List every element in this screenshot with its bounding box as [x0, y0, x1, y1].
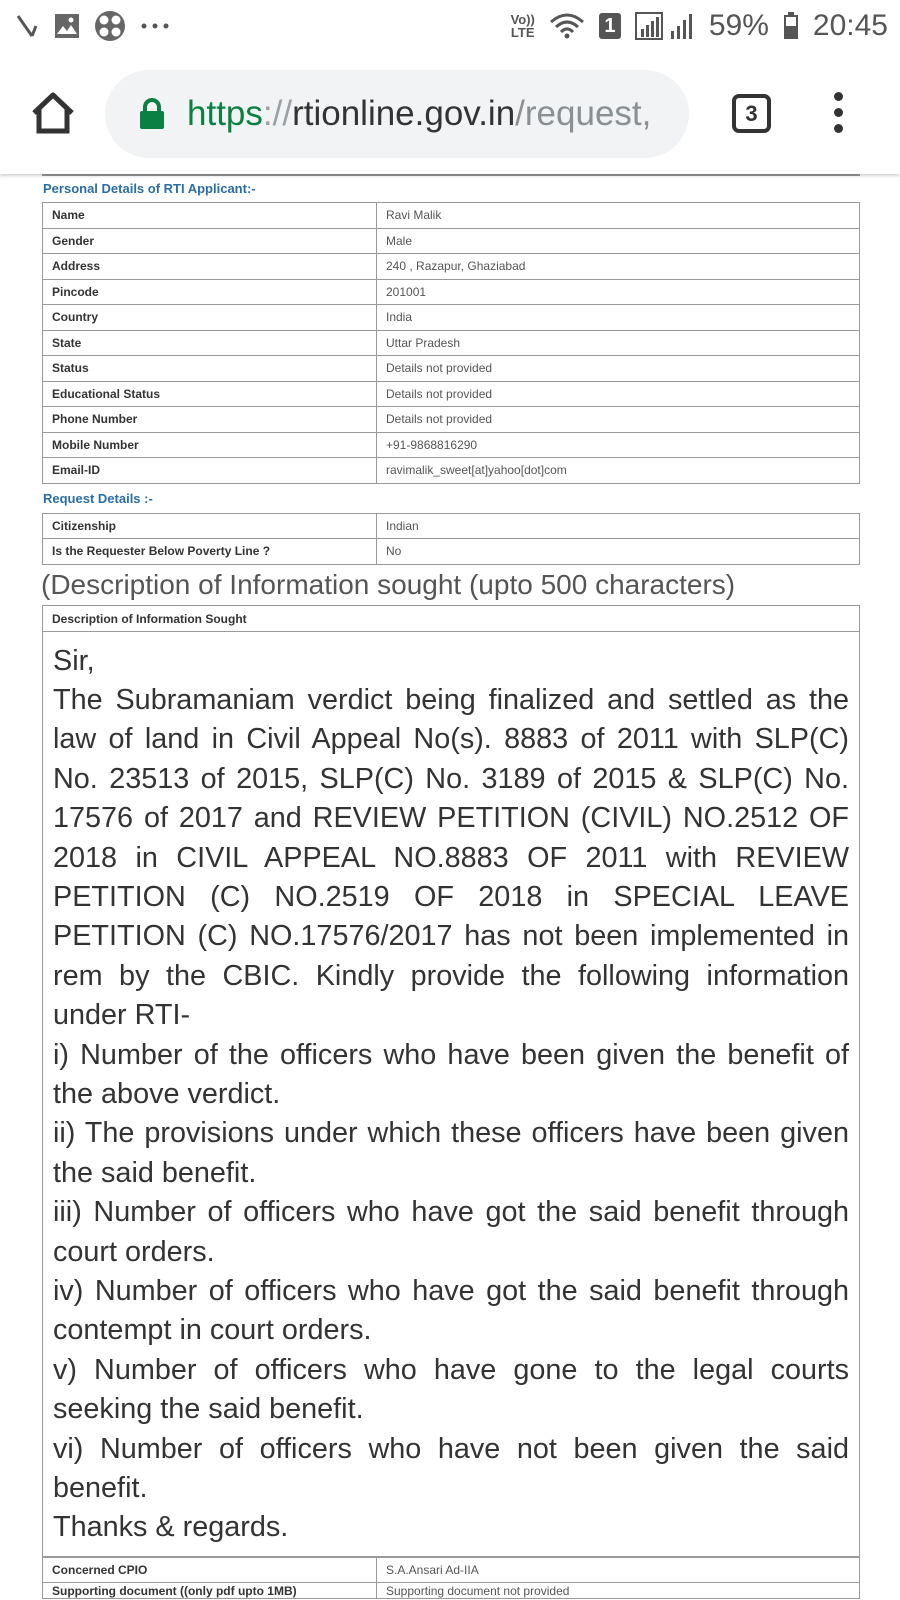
- table-row: [43, 407, 860, 433]
- lock-icon: [139, 98, 165, 130]
- description-paragraph: Thanks & regards.: [53, 1511, 289, 1544]
- row-label: Pincode: [43, 279, 377, 305]
- row-label: Status: [43, 356, 377, 382]
- rti-request-content: [42, 174, 860, 1599]
- app-grid-icon: [94, 10, 126, 42]
- wifi-icon: [549, 12, 585, 40]
- description-paragraph: v) Number of officers who have gone to the legal courts seeking the said benefit.: [53, 1353, 849, 1426]
- other-details-table: [42, 1557, 860, 1600]
- row-label: Concerned CPIO: [43, 1557, 377, 1583]
- clock: 20:45: [812, 9, 888, 42]
- row-label: Name: [43, 203, 377, 229]
- row-value: S.A.Ansari Ad-IIA: [377, 1557, 860, 1583]
- network-type-label: Vo)) LTE: [510, 12, 535, 40]
- table-row: [43, 203, 860, 229]
- personal-details-table: [42, 202, 860, 484]
- row-label: Educational Status: [43, 381, 377, 407]
- url-separator: ://: [262, 94, 293, 133]
- url-text[interactable]: [187, 94, 651, 134]
- row-value: Details not provided: [377, 381, 860, 407]
- row-value: India: [377, 305, 860, 331]
- url-path: /request,: [515, 94, 652, 133]
- home-icon: [30, 92, 76, 134]
- table-row: [43, 539, 860, 565]
- table-row: [43, 356, 860, 382]
- row-label: Is the Requester Below Poverty Line ?: [43, 539, 377, 565]
- row-value: Ravi Malik: [377, 203, 860, 229]
- row-value: ravimalik_sweet[at]yahoo[dot]com: [377, 458, 860, 484]
- table-row: [43, 330, 860, 356]
- description-paragraph: i) Number of the officers who have been given the benefit of the above verdict.: [53, 1038, 849, 1110]
- row-label: State: [43, 330, 377, 356]
- description-paragraph: vi) Number of officers who have not been given the said benefit.: [53, 1432, 849, 1505]
- row-label: Phone Number: [43, 407, 377, 433]
- row-label: Email-ID: [43, 458, 377, 484]
- url-scheme: https: [187, 94, 263, 133]
- description-box: [42, 605, 860, 1557]
- row-label: Address: [43, 254, 377, 280]
- browser-toolbar: [0, 52, 900, 174]
- description-paragraph: The Subramaniam verdict being finalized and settled as the law of land in Civil Appeal No(s). 8883 of 2011 with SLP(C) No. 23513 of 2015, SLP(C) No. 3189 of 2015 & SLP(C) No. 17576 of 2017 and REVIEW PETITION (CIVIL) NO.2512 OF 2018 in CIVIL APPEAL NO.8883 OF 2011 with REVIEW PETITION (C) NO.2519 OF 2018 in SPECIAL LEAVE PETITION (C) NO.17576/2017 has not been implemented in rem by the CBIC. Kindly provide the following information under RTI-: [53, 683, 849, 1032]
- url-host: rtionline.gov.in: [292, 94, 516, 133]
- table-row: [43, 228, 860, 254]
- address-bar[interactable]: [105, 70, 689, 158]
- web-page[interactable]: [0, 174, 900, 1600]
- table-row: [43, 254, 860, 280]
- battery-icon: [783, 12, 799, 40]
- menu-dot-icon: [834, 108, 843, 117]
- row-label: Country: [43, 305, 377, 331]
- row-value: +91-9868816290: [377, 432, 860, 458]
- menu-dot-icon: [834, 124, 843, 133]
- table-row: [43, 1583, 860, 1599]
- row-value: Male: [377, 228, 860, 254]
- tab-count: 3: [745, 100, 758, 126]
- table-row: [43, 458, 860, 484]
- sim-badge-number: 1: [604, 14, 616, 37]
- row-label: Mobile Number: [43, 432, 377, 458]
- home-button[interactable]: [30, 92, 76, 134]
- row-label: Citizenship: [43, 513, 377, 539]
- image-icon: [54, 13, 80, 39]
- tab-switcher-button[interactable]: [732, 94, 771, 133]
- menu-dot-icon: [834, 92, 843, 101]
- description-paragraph: Sir,: [53, 644, 95, 677]
- table-row: [43, 279, 860, 305]
- row-value: 201001: [377, 279, 860, 305]
- row-value: Uttar Pradesh: [377, 330, 860, 356]
- row-value: Details not provided: [377, 407, 860, 433]
- sim-badge: [599, 13, 621, 39]
- signal-strength-icon: [16, 12, 40, 40]
- description-paragraph: iii) Number of officers who have got the said benefit through court orders.: [53, 1196, 849, 1268]
- description-paragraph: iv) Number of officers who have got the said benefit through contempt in court orders.: [53, 1275, 849, 1347]
- row-label: Gender: [43, 228, 377, 254]
- more-notifications-icon: [140, 22, 170, 30]
- personal-details-title: Personal Details of RTI Applicant:-: [43, 181, 256, 196]
- row-value: 240 , Razapur, Ghaziabad: [377, 254, 860, 280]
- description-paragraph: ii) The provisions under which these officers have been given the said benefit.: [53, 1117, 849, 1189]
- row-value: Indian: [377, 513, 860, 539]
- row-value: No: [377, 539, 860, 565]
- description-heading: (Description of Information sought (upto 500 characters): [41, 568, 736, 600]
- request-details-table: [42, 513, 860, 565]
- description-text: [43, 632, 859, 1556]
- row-value: Details not provided: [377, 356, 860, 382]
- description-label: Description of Information Sought: [43, 606, 859, 632]
- table-row: [43, 1557, 860, 1583]
- cell-signal-icon: [635, 11, 695, 41]
- table-row: [43, 381, 860, 407]
- status-bar: [0, 0, 900, 52]
- request-details-title: Request Details :-: [43, 490, 153, 506]
- table-row: [43, 305, 860, 331]
- overflow-menu-button[interactable]: [830, 92, 846, 136]
- row-label: Supporting document ((only pdf upto 1MB): [43, 1583, 377, 1599]
- row-value: Supporting document not provided: [377, 1583, 860, 1599]
- table-row: [43, 432, 860, 458]
- battery-percent: 59%: [708, 9, 769, 42]
- table-row: [43, 513, 860, 539]
